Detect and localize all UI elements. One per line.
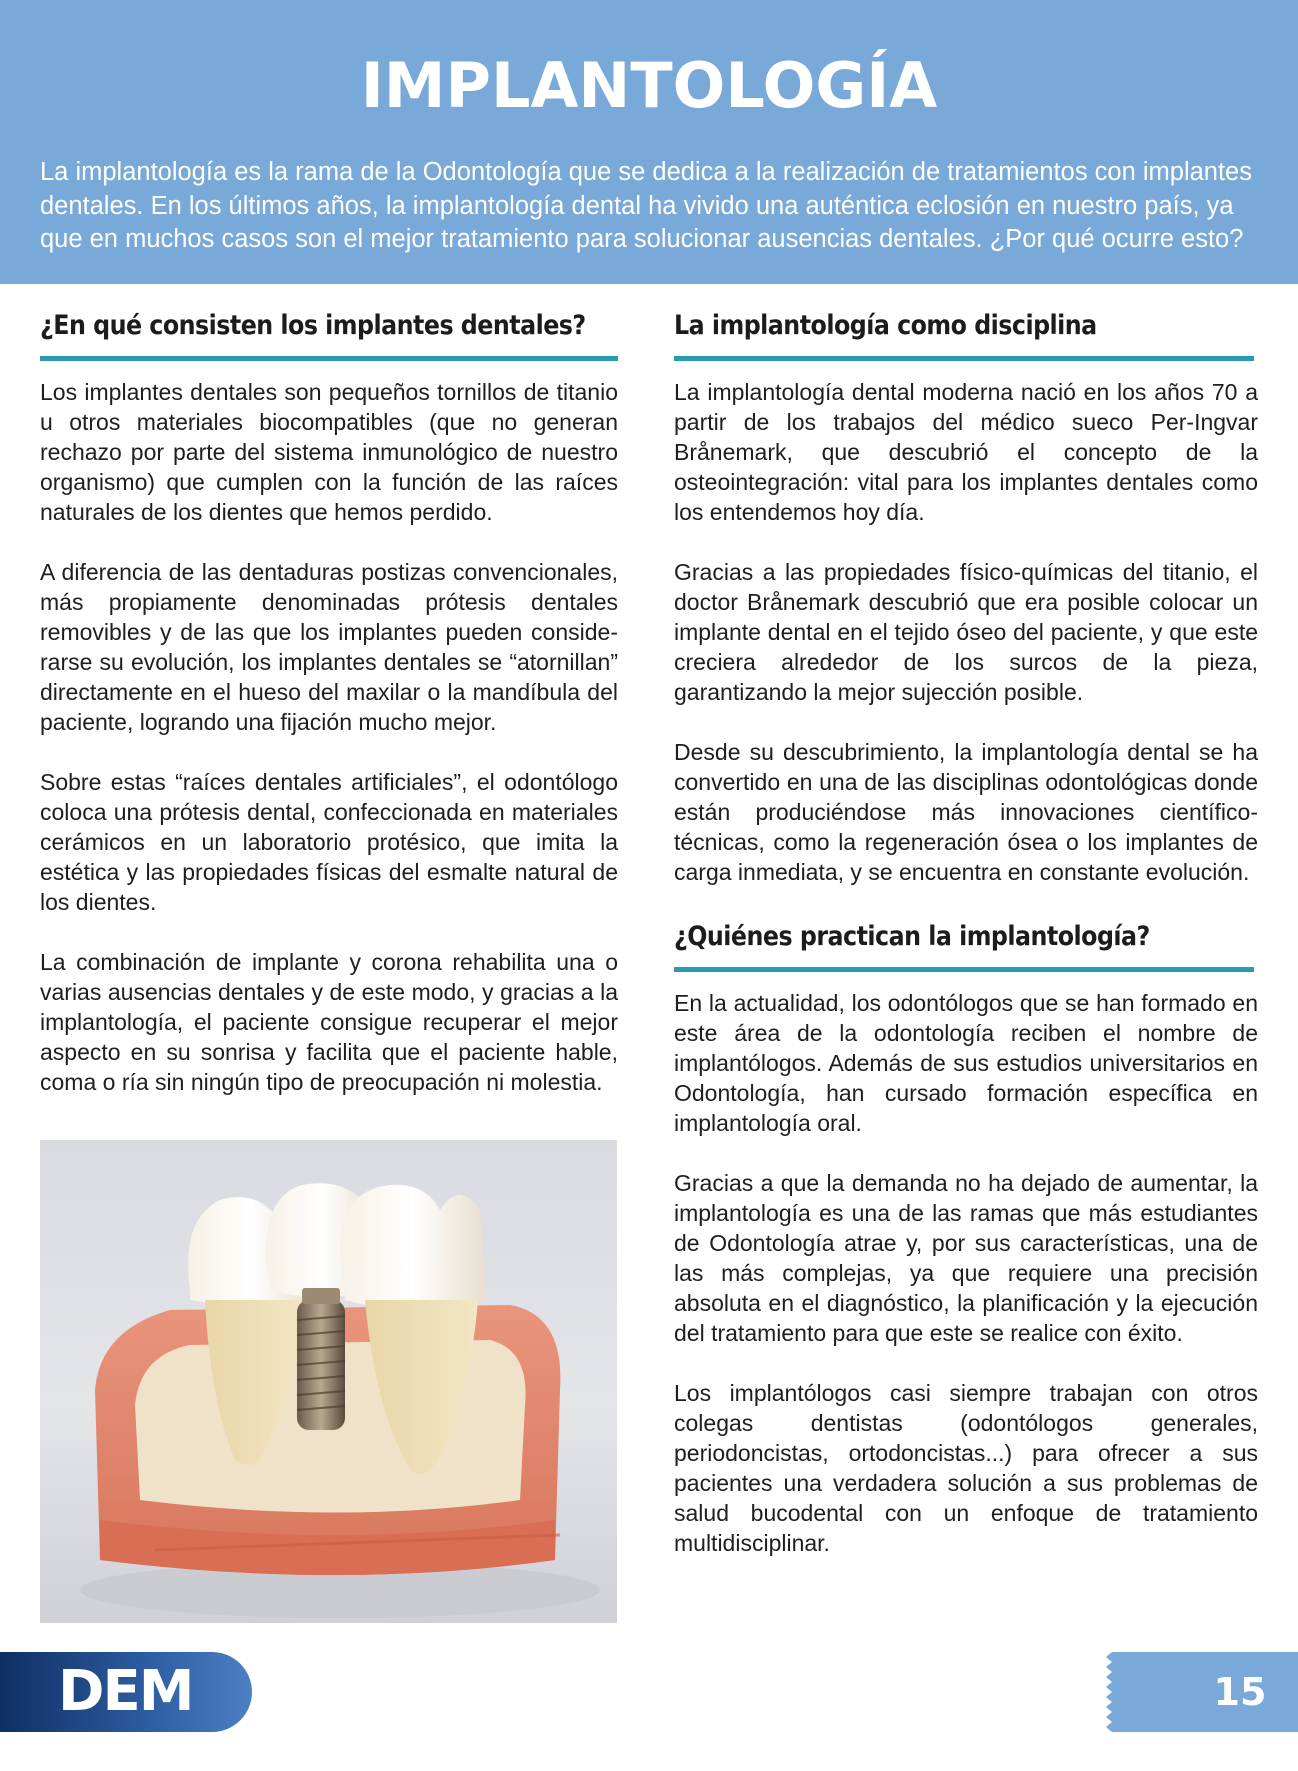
section-divider xyxy=(40,356,618,361)
section-title-implantes: ¿En qué consisten los implantes dentales? xyxy=(40,310,586,341)
paragraph: Sobre estas “raíces dentales artificiales”, el odontólogo coloca una prótesis dental, confeccionada en materiales cerámicos en un laboratorio protésico, que imita la estética y las propiedades físicas del esmalte natural de los dientes. xyxy=(40,769,618,915)
paragraph: Los implantólogos casi siempre trabajan con otros colegas dentistas (odontólogos generales, periodoncistas, ortodoncistas...) para ofrecer a sus pacientes una verdadera solución a sus problemas de salud bucodental con un enfoque de tratamiento multidisciplinar. xyxy=(674,1380,1258,1556)
right-column xyxy=(674,306,1258,1588)
header-banner xyxy=(0,0,1298,284)
page-title: IMPLANTOLOGÍA xyxy=(360,49,938,122)
paragraph: A diferencia de las dentaduras postizas convencionales, más propiamente denominadas prótesis dentales removibles y de las que los implantes pueden considerarse su evolución, los implantes dentales se “atornillan” directamente en el hueso del maxilar o la mandíbula del paciente, logrando una fijación mucho mejor. xyxy=(40,559,618,735)
page-number: 15 xyxy=(1213,1670,1267,1714)
paragraph: La implantología dental moderna nació en los años 70 a partir de los trabajos del médico sueco Per-Ingvar Brånemark, que descubrió el concepto de la osteointegración: vital para los implantes dentales como los entendemos hoy día. xyxy=(674,379,1258,525)
paragraph: La combinación de implante y corona rehabilita una o varias ausencias dentales y de este modo, y gracias a la implantología, el paciente consigue recuperar el mejor aspecto en su sonrisa y facilita que el paciente hable, coma o ría sin ningún tipo de preocupación ni molestia. xyxy=(40,949,618,1095)
left-column xyxy=(40,306,618,1127)
paragraph: Gracias a las propiedades físico-químicas del titanio, el doctor Brånemark descubrió que era posible colocar un implante dental en el tejido óseo del paciente, y que este creciera alrededor de los surcos de la pieza, garantizando la mejor sujección posible. xyxy=(674,559,1258,705)
paragraph: Los implantes dentales son pequeños tornillos de titanio u otros materiales biocompatibles (que no generan rechazo por parte del sistema inmunológico de nuestro organismo) que cumplen con la función de las raíces naturales de los dientes que hemos perdido. xyxy=(40,379,618,525)
section-title-disciplina: La implantología como disciplina xyxy=(674,310,1097,341)
dem-logo: DEM xyxy=(58,1659,193,1724)
section-title-quienes: ¿Quiénes practican la implantología? xyxy=(674,921,1150,952)
dental-implant-illustration xyxy=(40,1140,617,1623)
dental-implant-model-photo xyxy=(40,1140,617,1623)
section-divider xyxy=(674,356,1254,361)
paragraph: Gracias a que la demanda no ha dejado de aumentar, la implantología es una de las ramas que más estudiantes de Odontología atrae y, por sus características, una de las más complejas, ya que requiere una precisión absoluta en el diagnóstico, la planificación y la ejecución del tratamiento para que este se realice con éxito. xyxy=(674,1170,1258,1346)
page-tab-zigzag-edge xyxy=(1104,1652,1120,1732)
paragraph: En la actualidad, los odontólogos que se han formado en este área de la odontología reciben el nombre de implantólogos. Además de sus estudios universitarios en Odontología, han cursado formación específica en implantología oral. xyxy=(674,990,1258,1136)
paragraph: Desde su descubrimiento, la implantología dental se ha convertido en una de las disciplinas odontológicas donde están produciéndose más innovaciones científico-técnicas, como la regeneración ósea o los implantes de carga inmediata, y se encuentra en constante evolución. xyxy=(674,739,1258,885)
section-divider xyxy=(674,967,1254,972)
intro-paragraph: La implantología es la rama de la Odontología que se dedica a la realización de tratamientos con implantes dentales. En los últimos años, la implantología dental ha vivido una auténtica eclosión en nuestro país, ya que en muchos casos son el mejor tratamiento para solucionar ausencias dentales. ¿Por qué ocurre esto? xyxy=(40,158,1252,253)
